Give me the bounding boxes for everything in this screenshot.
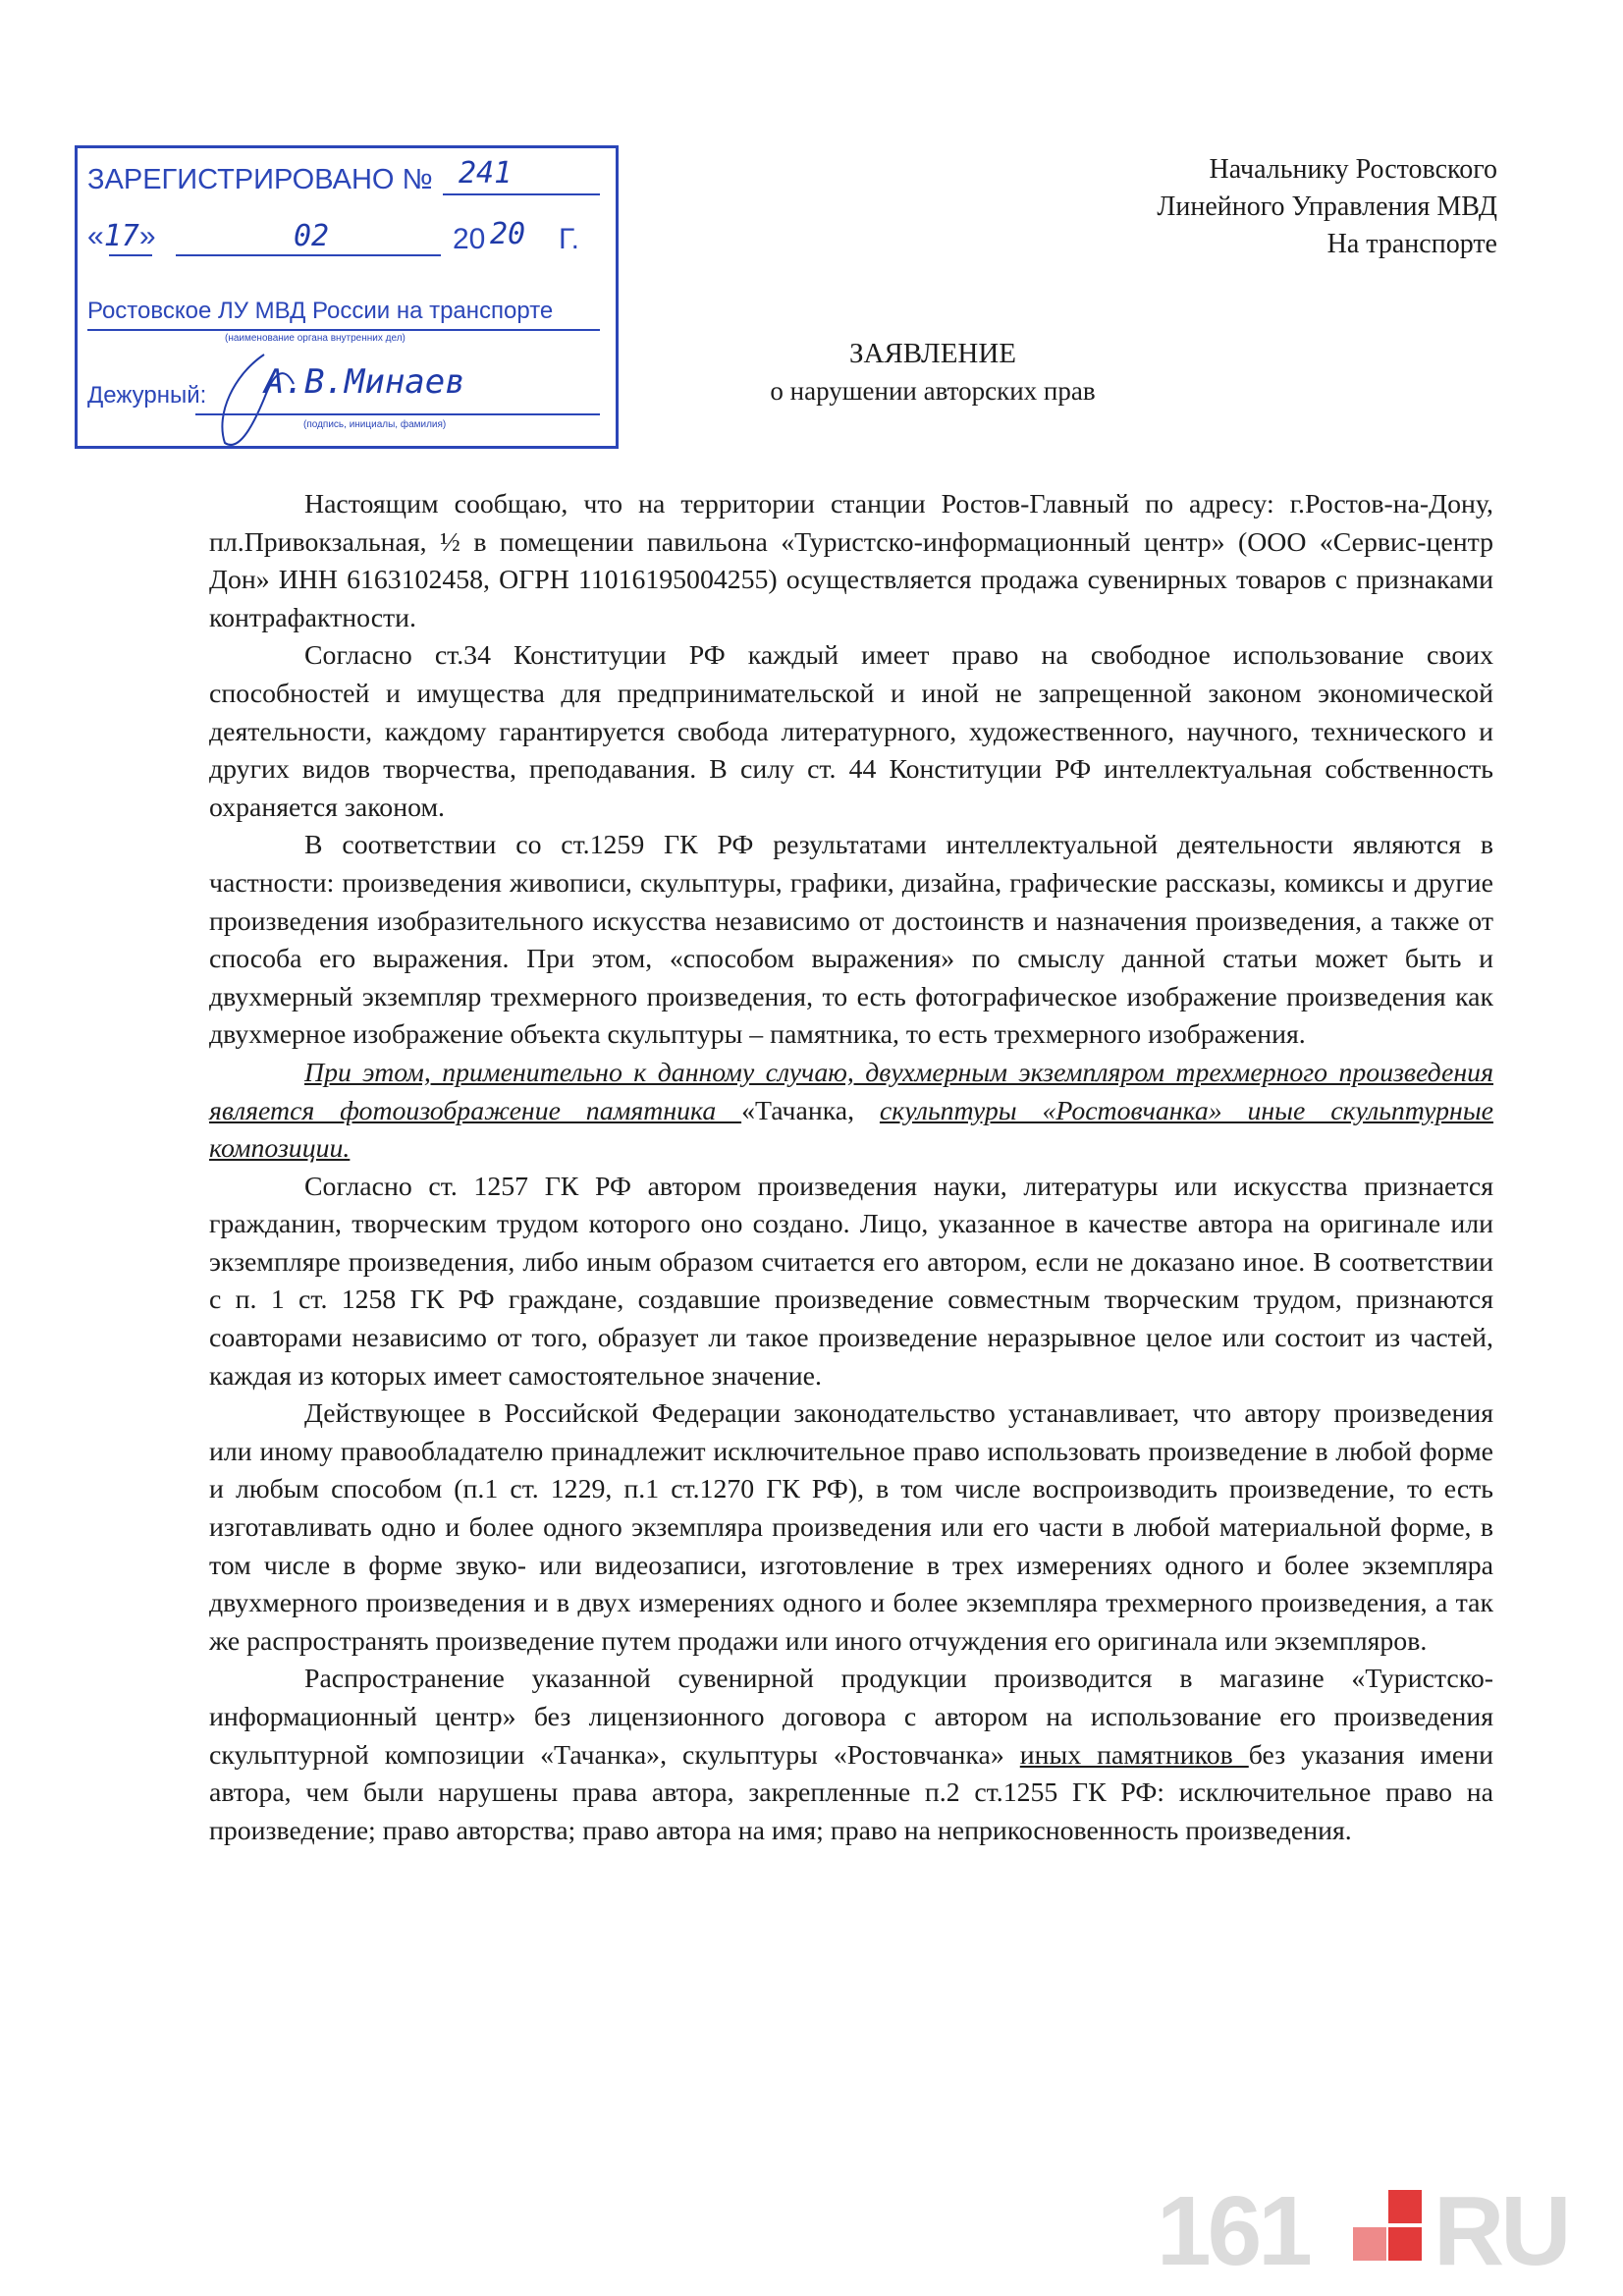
- signature-scribble: [195, 335, 333, 463]
- stamp-year-suffix: 20: [490, 217, 526, 251]
- stamp-duty-line: [195, 413, 600, 415]
- stamp-org: Ростовское ЛУ МВД России на транспорте: [87, 298, 554, 324]
- paragraph-4-part-a: При этом, применительно к данному случаю, двухмерным экземпляром трехмерного произведения является фотоизображение памятника: [209, 1057, 1493, 1126]
- paragraph-7-part-a: Распространение указанной сувенирной продукции производится в магазине «Туристско-информационный центр» без лицензионного договора с автором на использование его произведения скульптурной композиции «Тачанка», скульптуры «Ростовчанка»: [209, 1664, 1493, 1771]
- addressee-line-3: На транспорте: [1326, 229, 1497, 259]
- addressee-line-2: Линейного Управления МВД: [1157, 191, 1497, 222]
- paragraph-4-part-c: скульптуры «Ростовчанка» иные скульптурные композиции.: [209, 1095, 1493, 1165]
- logo-square-2: [1388, 2227, 1422, 2261]
- stamp-year-prefix: 20: [453, 223, 486, 255]
- stamp-month: 02: [294, 219, 330, 253]
- logo-square-1: [1388, 2190, 1422, 2223]
- watermark-number: 161: [1157, 2176, 1309, 2286]
- watermark-logo: [1157, 2176, 1608, 2286]
- watermark-domain: RU: [1434, 2176, 1568, 2286]
- addressee-line-1: Начальнику Ростовского: [1209, 154, 1497, 185]
- stamp-day-line: [109, 254, 152, 256]
- stamp-duty-caption: (подпись, инициалы, фамилия): [303, 419, 447, 430]
- paragraph-2: Согласно ст.34 Конституции РФ каждый имеет право на свободное использование своих способностей и имущества для предпринимательской и иной не запрещенной законом экономической деятельности, каждому гарантируется свобода литературного, художественного, научного, технического и других видов творчества, преподавания. В силу ст. 44 Конституции РФ интеллектуальная собственность охраняется законом.: [209, 640, 1493, 823]
- paragraph-4-part-b: «Тачанка,: [741, 1095, 880, 1126]
- paragraph-5: Согласно ст. 1257 ГК РФ автором произведения науки, литературы или искусства признается гражданин, творческим трудом которого оно создано. Лицо, указанное в качестве автора на оригинале или экземпляре произведения, либо иным образом считается его автором, если не доказано иное. В соответствии с п. 1 ст. 1258 ГК РФ граждане, создавшие произведение совместным творческим трудом, признаются соавторами независимо от того, образует ли такое произведение неразрывное целое или состоит из частей, каждая из которых имеет самостоятельное значение.: [209, 1171, 1493, 1392]
- title-main: ЗАЯВЛЕНИЕ: [848, 338, 1017, 369]
- paragraph-7-part-c: без указания имени автора, чем были нарушены права автора, закрепленные п.2 ст.1255 ГК РФ: исключительное право на произведение; право авторства; право автора на имя; право на неприкосновенность произведения.: [209, 1739, 1493, 1846]
- stamp-registered-label: ЗАРЕГИСТРИРОВАНО №: [87, 164, 433, 195]
- paragraph-6: Действующее в Российской Федерации законодательство устанавливает, что автору произведения или иному правообладателю принадлежит исключительное право использовать произведение в любой форме и любым способом (п.1 ст. 1229, п.1 ст.1270 ГК РФ), в том числе воспроизводить произведение, то есть изготавливать одно и более одного экземпляра произведения или его части в любой материальной форме, в том числе в форме звуко- или видеозаписи, изготовление в трех измерениях одного и более экземпляра двухмерного произведения и в двух измерениях одного и более экземпляра трехмерного произведения, а так же распространять произведение путем продажи или иного отчуждения его оригинала или экземпляров.: [209, 1398, 1493, 1657]
- paragraph-7-part-b: иных памятников: [1019, 1739, 1249, 1771]
- logo-square-3: [1353, 2227, 1386, 2261]
- addressee-block: [987, 151, 1497, 263]
- stamp-reg-number: 241: [459, 156, 513, 191]
- title-sub: о нарушении авторских прав: [770, 376, 1096, 406]
- stamp-number-line: [443, 193, 600, 195]
- stamp-org-caption: (наименование органа внутренних дел): [225, 333, 406, 344]
- stamp-duty-label: Дежурный:: [87, 382, 207, 409]
- stamp-org-line: [87, 329, 600, 331]
- paragraph-7: [209, 1661, 1493, 1850]
- stamp-year-g: Г.: [559, 223, 579, 255]
- stamp-registered-row: [87, 164, 433, 196]
- document-body: [209, 486, 1493, 1850]
- paragraph-4: [209, 1055, 1493, 1169]
- stamp-date-row: «17»: [87, 219, 156, 253]
- registration-stamp: [75, 145, 619, 449]
- stamp-day: 17: [103, 219, 139, 253]
- paragraph-1: Настоящим сообщаю, что на территории станции Ростов-Главный по адресу: г.Ростов-на-Дону, пл.Привокзальная, ½ в помещении павильона «Туристско-информационный центр» (ООО «Сервис-центр Дон» ИНН 6163102458, ОГРН 1101619500425​5) осуществляется продажа сувенирных товаров с признаками контрафактности.: [209, 489, 1493, 633]
- paragraph-3: В соответствии со ст.1259 ГК РФ результатами интеллектуальной деятельности являются в частности: произведения живописи, скульптуры, графики, дизайна, графические рассказы, комиксы и другие произведения изобразительного искусства независимо от достоинств и назначения произведения, а также от способа его выражения. При этом, «способом выражения» по смыслу данной статьи может быть и двухмерный экземпляр трехмерного произведения, то есть фотографическое изображение произведения как двухмерное изображение объекта скульптуры – памятника, то есть трехмерного изображения.: [209, 830, 1493, 1051]
- stamp-duty-signature: А.В.Минаев: [264, 362, 465, 402]
- stamp-month-line: [176, 254, 441, 256]
- document-title: [687, 335, 1178, 410]
